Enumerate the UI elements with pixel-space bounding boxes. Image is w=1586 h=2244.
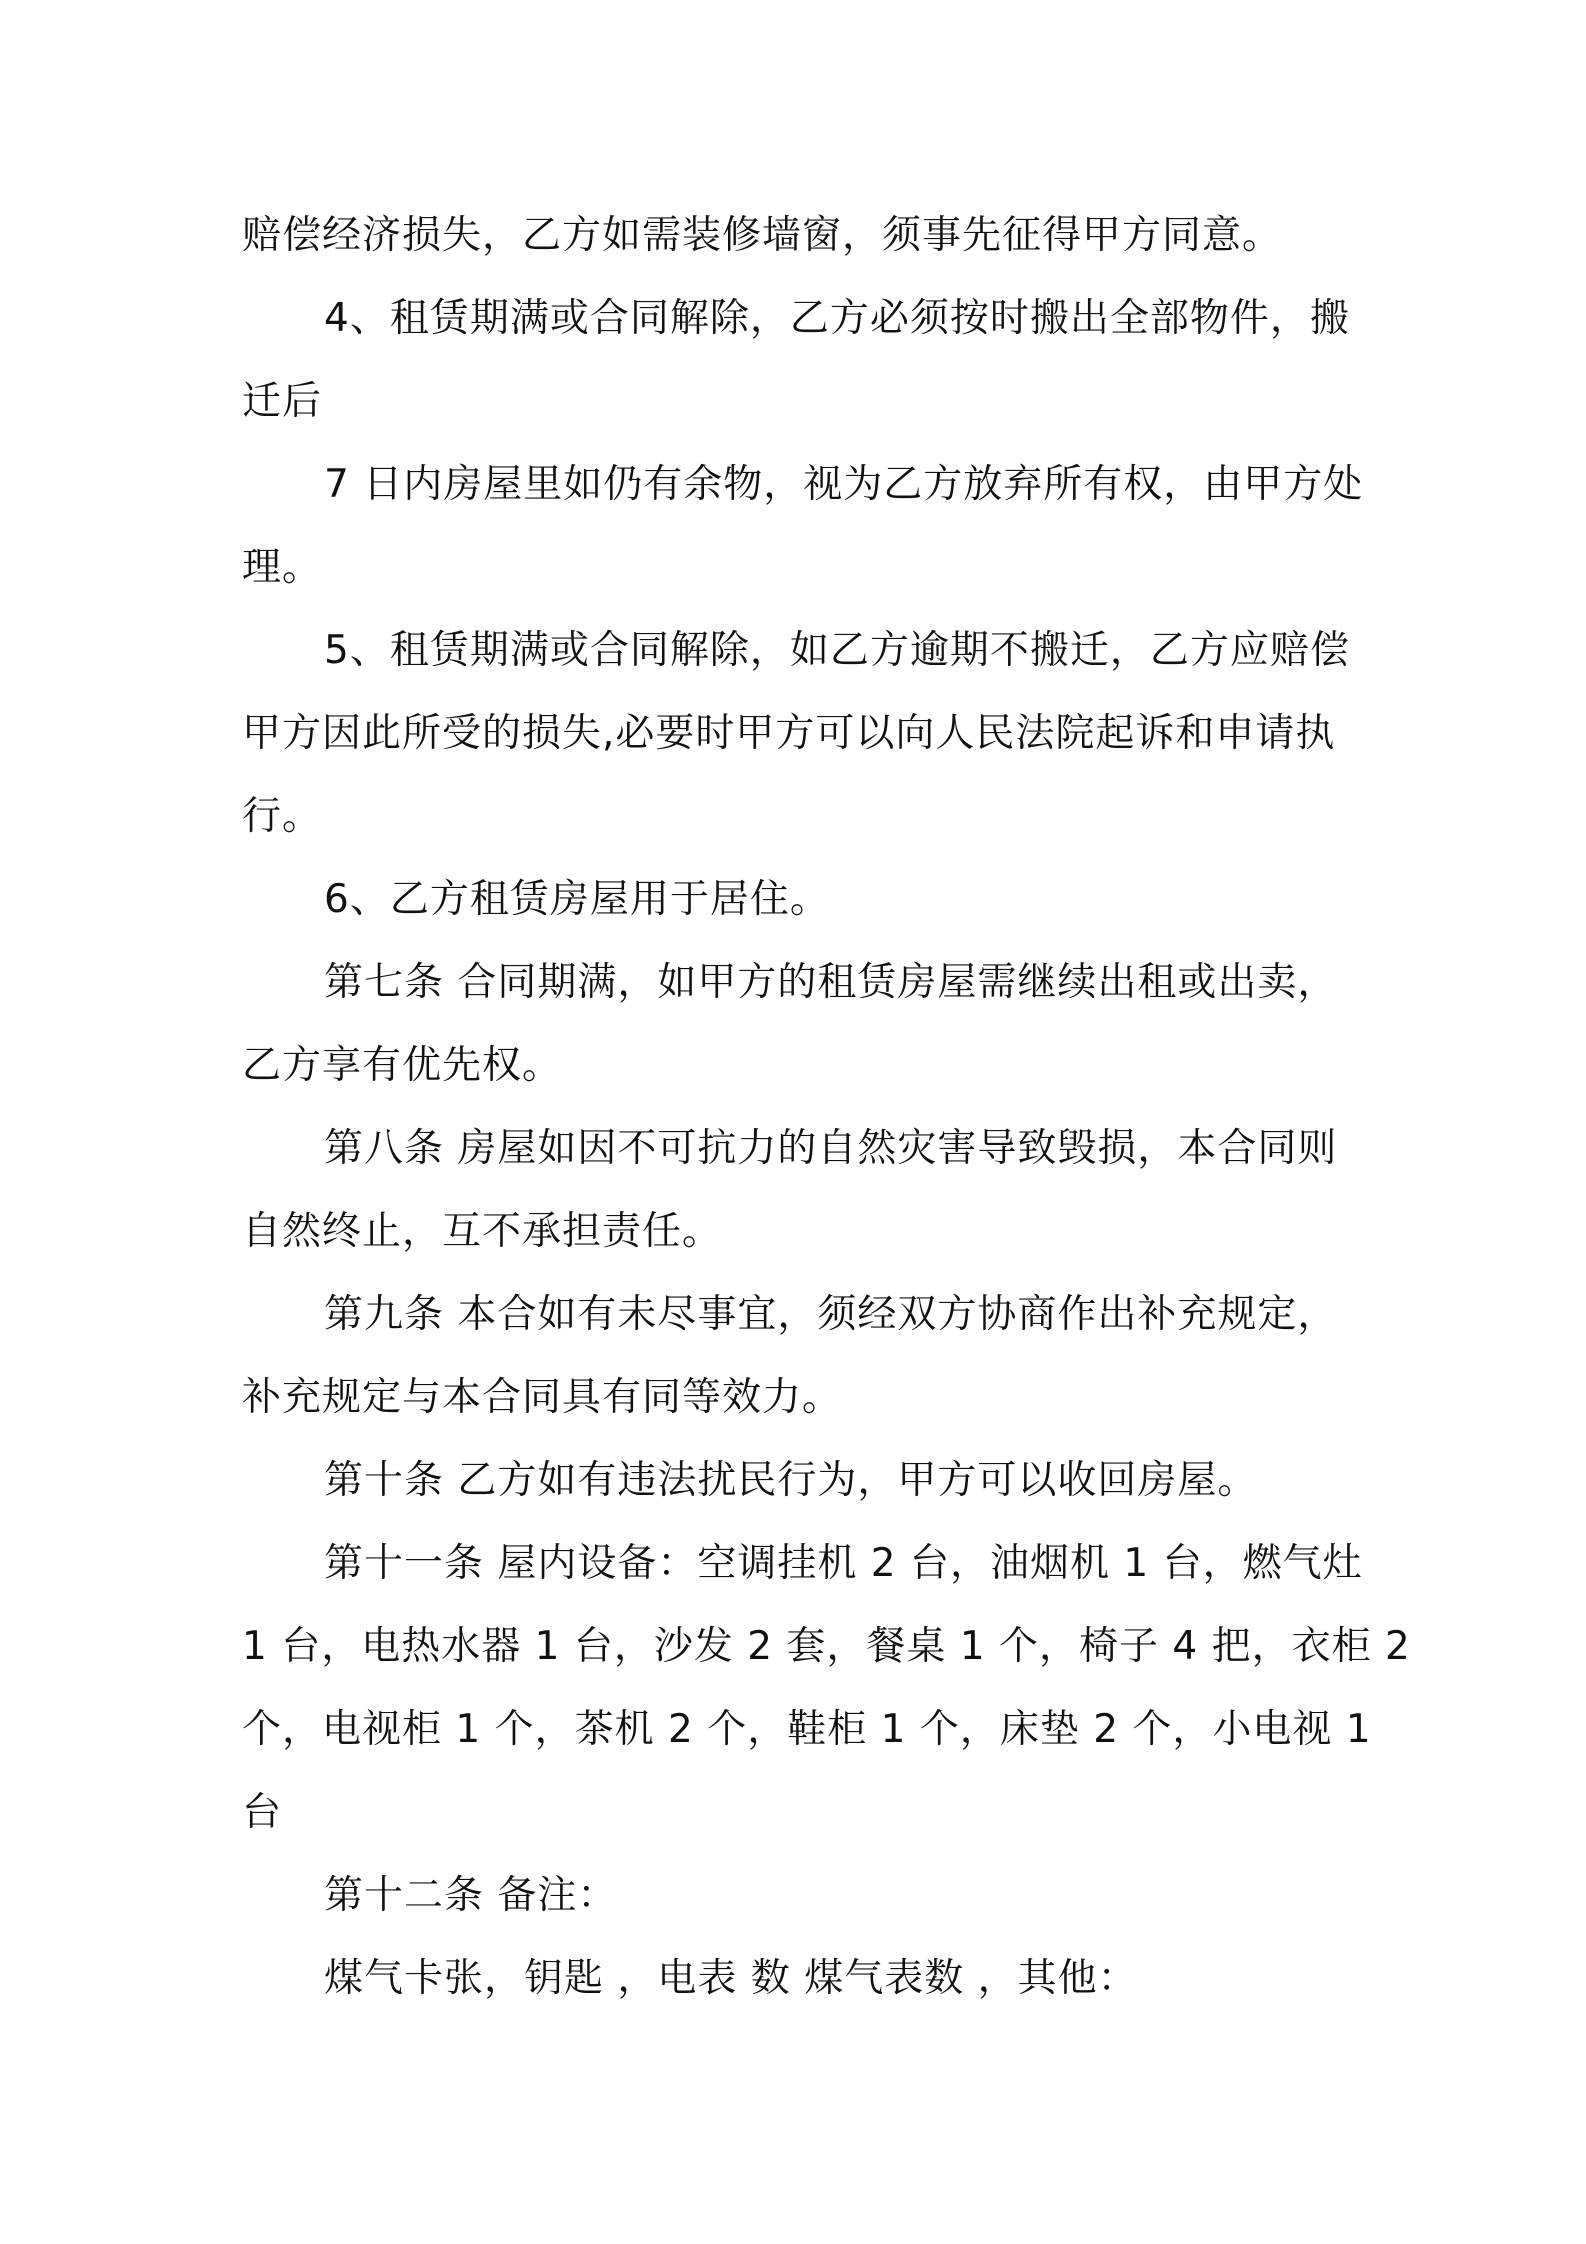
text-line-8: 行。 [242, 794, 323, 839]
text-line-19: 个，电视柜 1 个，茶机 2 个，鞋柜 1 个，床垫 2 个，小电视 1 [242, 1707, 1372, 1752]
text-line-11: 乙方享有优先权。 [242, 1043, 563, 1088]
text-line-1: 赔偿经济损失，乙方如需装修墙窗，须事先征得甲方同意。 [242, 213, 1283, 258]
text-line-15: 补充规定与本合同具有同等效力。 [242, 1375, 843, 1420]
text-line-12: 第八条 房屋如因不可抗力的自然灾害导致毁损，本合同则 [324, 1126, 1338, 1171]
text-line-16: 第十条 乙方如有违法扰民行为，甲方可以收回房屋。 [324, 1458, 1258, 1503]
text-line-14: 第九条 本合如有未尽事宜，须经双方协商作出补充规定， [324, 1292, 1338, 1337]
text-line-22: 煤气卡张，钥匙 ，电表 数 煤气表数 ，其他： [324, 1956, 1138, 2001]
document-body [242, 194, 1411, 2020]
text-line-10: 第七条 合同期满，如甲方的租赁房屋需继续出租或出卖， [324, 960, 1338, 1005]
text-line-6: 5、租赁期满或合同解除，如乙方逾期不搬迁，乙方应赔偿 [324, 628, 1350, 673]
text-line-13: 自然终止，互不承担责任。 [242, 1209, 723, 1254]
text-line-4: 7 日内房屋里如仍有余物，视为乙方放弃所有权，由甲方处 [324, 462, 1364, 507]
text-line-2: 4、租赁期满或合同解除，乙方必须按时搬出全部物件，搬 [324, 296, 1350, 341]
text-line-9: 6、乙方租赁房屋用于居住。 [324, 877, 830, 922]
text-line-18: 1 台，电热水器 1 台，沙发 2 套，餐桌 1 个，椅子 4 把，衣柜 2 [242, 1624, 1411, 1669]
text-line-17: 第十一条 屋内设备：空调挂机 2 台，油烟机 1 台，燃气灶 [324, 1541, 1363, 1586]
text-line-7: 甲方因此所受的损失,必要时甲方可以向人民法院起诉和申请执 [242, 711, 1336, 756]
text-line-5: 理。 [242, 545, 323, 590]
text-line-20: 台 [242, 1790, 283, 1835]
text-line-3: 迁后 [242, 379, 323, 424]
text-line-21: 第十二条 备注： [324, 1873, 618, 1918]
